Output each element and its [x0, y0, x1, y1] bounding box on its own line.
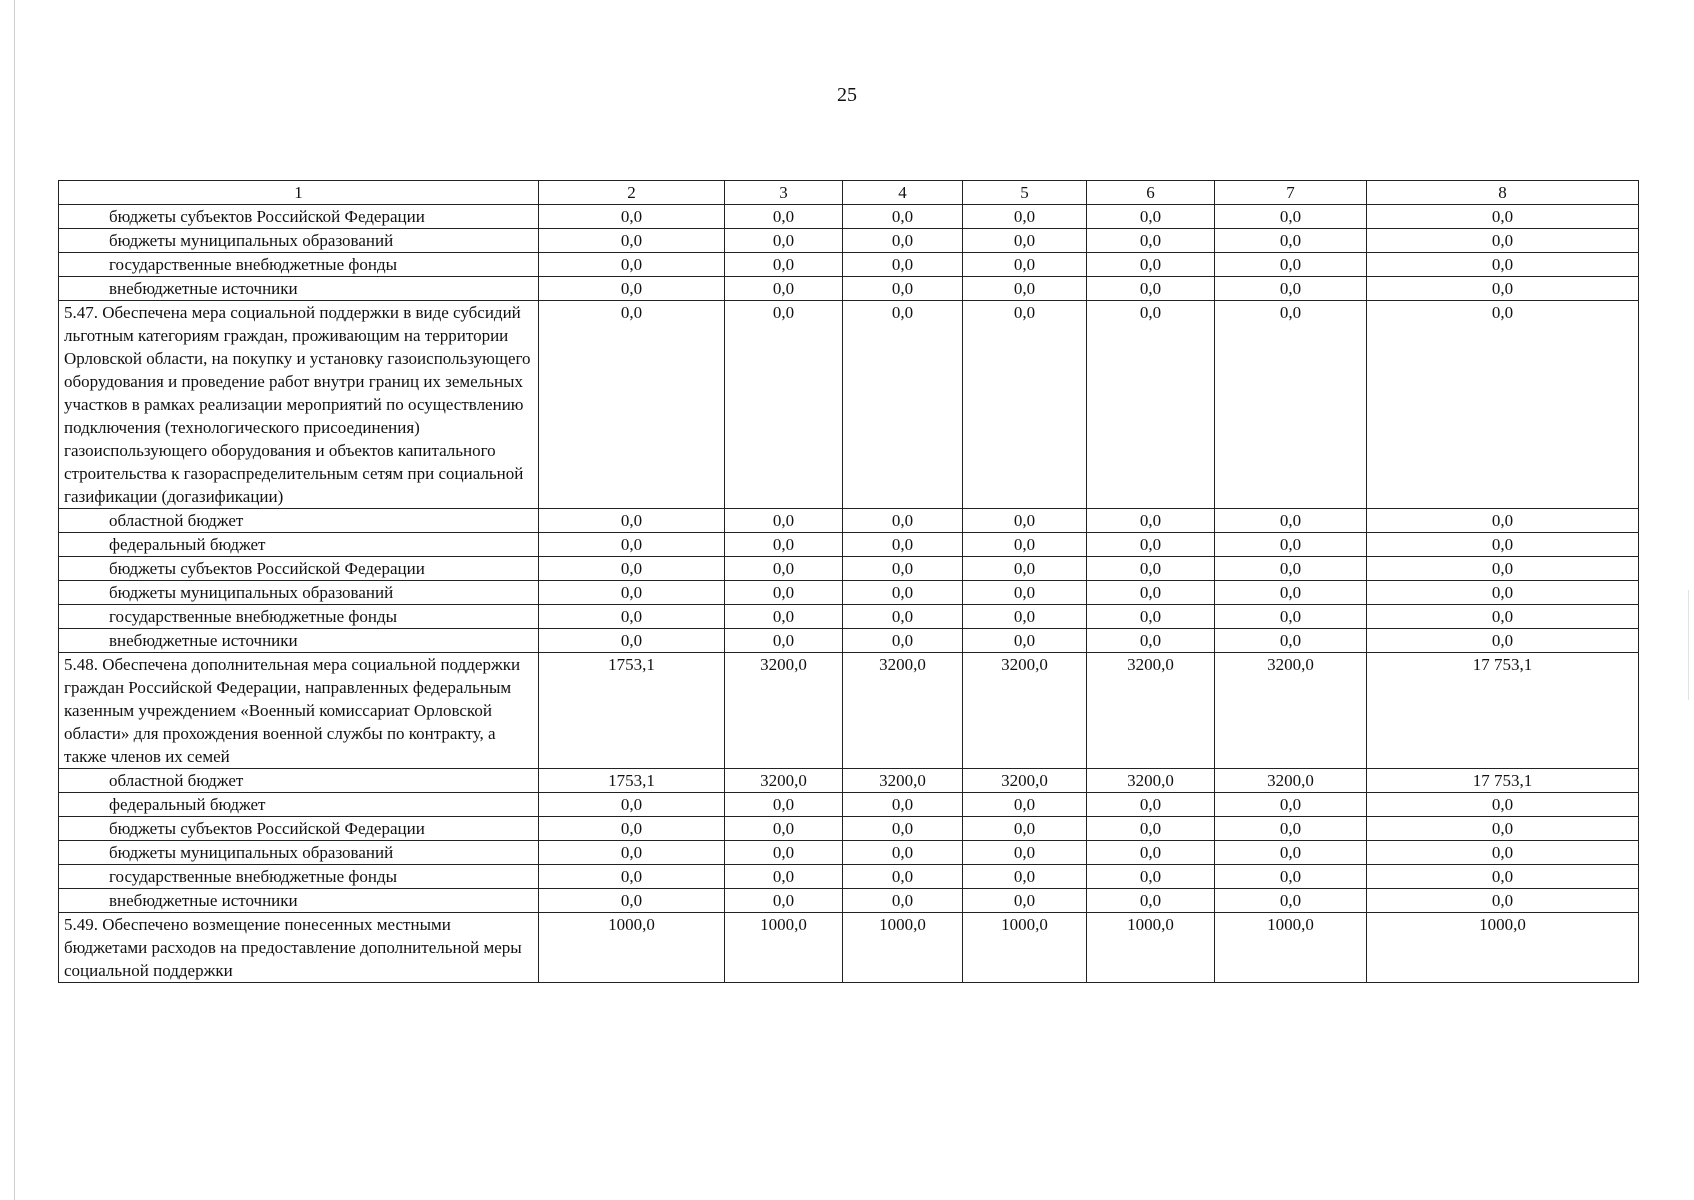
item-description: 5.49. Обеспечено возмещение понесенных местными бюджетами расходов на предоставление дополнительной меры социальной поддержки: [59, 913, 539, 983]
value-cell: 0,0: [1367, 793, 1639, 817]
value-cell: 1000,0: [725, 913, 843, 983]
value-cell: 1753,1: [539, 769, 725, 793]
table-row-item: [59, 913, 1639, 983]
funding-source-label: бюджеты муниципальных образований: [59, 581, 539, 605]
value-cell: 0,0: [843, 605, 963, 629]
value-cell: 0,0: [843, 817, 963, 841]
value-cell: 0,0: [1087, 581, 1215, 605]
value-cell: 0,0: [1367, 865, 1639, 889]
value-cell: 0,0: [1215, 817, 1367, 841]
funding-source-label: областной бюджет: [59, 509, 539, 533]
value-cell: 0,0: [539, 205, 725, 229]
value-cell: 17 753,1: [1367, 769, 1639, 793]
value-cell: 0,0: [843, 205, 963, 229]
table-row-source: [59, 277, 1639, 301]
value-cell: 0,0: [725, 889, 843, 913]
value-cell: 0,0: [1087, 533, 1215, 557]
value-cell: 0,0: [1215, 557, 1367, 581]
value-cell: 3200,0: [843, 653, 963, 769]
item-description: 5.48. Обеспечена дополнительная мера социальной поддержки граждан Российской Федерации, направленных федеральным казенным учреждением «Военный комиссариат Орловской области» для прохождения военной службы по контракту, а также членов их семей: [59, 653, 539, 769]
value-cell: 0,0: [963, 557, 1087, 581]
value-cell: 3200,0: [963, 769, 1087, 793]
value-cell: 3200,0: [725, 653, 843, 769]
table-row-source: [59, 533, 1639, 557]
value-cell: 0,0: [843, 277, 963, 301]
table-row-source: [59, 817, 1639, 841]
value-cell: 0,0: [725, 533, 843, 557]
funding-source-label: бюджеты муниципальных образований: [59, 229, 539, 253]
value-cell: 0,0: [843, 793, 963, 817]
header-cell: 8: [1367, 181, 1639, 205]
value-cell: 0,0: [725, 841, 843, 865]
value-cell: 3200,0: [1215, 769, 1367, 793]
value-cell: 0,0: [843, 533, 963, 557]
value-cell: 0,0: [725, 229, 843, 253]
funding-source-label: федеральный бюджет: [59, 533, 539, 557]
value-cell: 0,0: [1367, 253, 1639, 277]
table-row-item: [59, 653, 1639, 769]
value-cell: 3200,0: [725, 769, 843, 793]
value-cell: 0,0: [1215, 889, 1367, 913]
value-cell: 0,0: [725, 557, 843, 581]
value-cell: 0,0: [1087, 889, 1215, 913]
value-cell: 0,0: [963, 253, 1087, 277]
value-cell: 0,0: [539, 509, 725, 533]
value-cell: 0,0: [539, 557, 725, 581]
value-cell: 1000,0: [963, 913, 1087, 983]
funding-source-label: бюджеты муниципальных образований: [59, 841, 539, 865]
value-cell: 3200,0: [1087, 769, 1215, 793]
value-cell: 0,0: [843, 253, 963, 277]
table-row-source: [59, 889, 1639, 913]
value-cell: 0,0: [725, 253, 843, 277]
value-cell: 0,0: [1215, 581, 1367, 605]
value-cell: 0,0: [963, 889, 1087, 913]
value-cell: 0,0: [725, 277, 843, 301]
table-row-source: [59, 253, 1639, 277]
value-cell: 17 753,1: [1367, 653, 1639, 769]
value-cell: 0,0: [1087, 509, 1215, 533]
value-cell: 0,0: [539, 605, 725, 629]
value-cell: 0,0: [725, 865, 843, 889]
value-cell: 0,0: [539, 817, 725, 841]
header-cell: 5: [963, 181, 1087, 205]
funding-source-label: государственные внебюджетные фонды: [59, 253, 539, 277]
scan-right-edge: [1688, 590, 1689, 700]
table-row-source: [59, 793, 1639, 817]
value-cell: 0,0: [963, 817, 1087, 841]
value-cell: 0,0: [1087, 229, 1215, 253]
value-cell: 0,0: [1215, 605, 1367, 629]
value-cell: 0,0: [725, 817, 843, 841]
table-row-source: [59, 557, 1639, 581]
header-cell: 4: [843, 181, 963, 205]
header-row: [59, 181, 1639, 205]
table-row-source: [59, 629, 1639, 653]
funding-source-label: областной бюджет: [59, 769, 539, 793]
value-cell: 0,0: [1087, 277, 1215, 301]
value-cell: 0,0: [1215, 533, 1367, 557]
page-number: 25: [837, 84, 857, 106]
value-cell: 0,0: [539, 793, 725, 817]
value-cell: 0,0: [1087, 253, 1215, 277]
value-cell: 1000,0: [843, 913, 963, 983]
value-cell: 0,0: [963, 229, 1087, 253]
value-cell: 0,0: [1087, 865, 1215, 889]
value-cell: 0,0: [1367, 629, 1639, 653]
value-cell: 0,0: [1087, 629, 1215, 653]
value-cell: 0,0: [725, 581, 843, 605]
value-cell: 0,0: [963, 629, 1087, 653]
value-cell: 0,0: [963, 605, 1087, 629]
value-cell: 0,0: [1367, 581, 1639, 605]
value-cell: 0,0: [539, 533, 725, 557]
value-cell: 0,0: [725, 509, 843, 533]
table-row-source: [59, 509, 1639, 533]
value-cell: 0,0: [1215, 509, 1367, 533]
scan-left-edge: [14, 0, 15, 1200]
item-description: 5.47. Обеспечена мера социальной поддержки в виде субсидий льготным категориям граждан, проживающим на территории Орловской области, на покупку и установку газоиспользующего оборудования и проведение работ внутри границ их земельных участков в рамках реализации мероприятий по осуществлению подключения (технологического присоединения) газоиспользующего оборудования и объектов капитального строительства к газораспределительным сетям при социальной газификации (догазификации): [59, 301, 539, 509]
value-cell: 1000,0: [1087, 913, 1215, 983]
header-cell: 3: [725, 181, 843, 205]
value-cell: 0,0: [539, 301, 725, 509]
value-cell: 0,0: [1215, 793, 1367, 817]
funding-source-label: бюджеты субъектов Российской Федерации: [59, 205, 539, 229]
value-cell: 0,0: [539, 581, 725, 605]
value-cell: 3200,0: [1087, 653, 1215, 769]
value-cell: 0,0: [843, 229, 963, 253]
value-cell: 0,0: [843, 581, 963, 605]
value-cell: 0,0: [725, 793, 843, 817]
table-row-source: [59, 841, 1639, 865]
table-row-source: [59, 581, 1639, 605]
value-cell: 0,0: [843, 557, 963, 581]
value-cell: 0,0: [1367, 889, 1639, 913]
header-cell: 2: [539, 181, 725, 205]
value-cell: 0,0: [963, 533, 1087, 557]
value-cell: 0,0: [1367, 229, 1639, 253]
value-cell: 0,0: [1367, 205, 1639, 229]
value-cell: 0,0: [963, 793, 1087, 817]
value-cell: 0,0: [843, 301, 963, 509]
value-cell: 0,0: [963, 301, 1087, 509]
funding-source-label: внебюджетные источники: [59, 277, 539, 301]
table-row-source: [59, 865, 1639, 889]
value-cell: 1000,0: [1215, 913, 1367, 983]
value-cell: 0,0: [1087, 841, 1215, 865]
value-cell: 0,0: [1367, 841, 1639, 865]
value-cell: 3200,0: [843, 769, 963, 793]
value-cell: 0,0: [1367, 509, 1639, 533]
value-cell: 0,0: [725, 301, 843, 509]
value-cell: 0,0: [725, 205, 843, 229]
value-cell: 0,0: [1215, 205, 1367, 229]
value-cell: 0,0: [725, 629, 843, 653]
value-cell: 0,0: [843, 865, 963, 889]
table-row-source: [59, 605, 1639, 629]
value-cell: 0,0: [1087, 605, 1215, 629]
value-cell: 0,0: [843, 889, 963, 913]
value-cell: 0,0: [843, 629, 963, 653]
value-cell: 0,0: [1367, 533, 1639, 557]
value-cell: 0,0: [1215, 629, 1367, 653]
value-cell: 0,0: [963, 509, 1087, 533]
funding-source-label: федеральный бюджет: [59, 793, 539, 817]
value-cell: 0,0: [1215, 301, 1367, 509]
table-body: [59, 181, 1639, 983]
value-cell: 3200,0: [1215, 653, 1367, 769]
value-cell: 1753,1: [539, 653, 725, 769]
funding-source-label: внебюджетные источники: [59, 889, 539, 913]
table-row-item: [59, 301, 1639, 509]
funding-source-label: государственные внебюджетные фонды: [59, 605, 539, 629]
funding-source-label: внебюджетные источники: [59, 629, 539, 653]
value-cell: 0,0: [1367, 605, 1639, 629]
header-cell: 7: [1215, 181, 1367, 205]
value-cell: 0,0: [963, 581, 1087, 605]
budget-table: [58, 180, 1639, 983]
value-cell: 0,0: [843, 509, 963, 533]
value-cell: 0,0: [1215, 277, 1367, 301]
value-cell: 0,0: [1087, 205, 1215, 229]
value-cell: 0,0: [1087, 817, 1215, 841]
value-cell: 0,0: [539, 865, 725, 889]
funding-source-label: государственные внебюджетные фонды: [59, 865, 539, 889]
value-cell: 0,0: [963, 865, 1087, 889]
value-cell: 0,0: [1367, 301, 1639, 509]
value-cell: 0,0: [1087, 301, 1215, 509]
value-cell: 3200,0: [963, 653, 1087, 769]
table-row-source: [59, 229, 1639, 253]
value-cell: 0,0: [1367, 817, 1639, 841]
value-cell: 0,0: [1087, 557, 1215, 581]
value-cell: 0,0: [539, 229, 725, 253]
header-cell: 1: [59, 181, 539, 205]
funding-source-label: бюджеты субъектов Российской Федерации: [59, 557, 539, 581]
value-cell: 0,0: [1367, 557, 1639, 581]
value-cell: 0,0: [843, 841, 963, 865]
header-cell: 6: [1087, 181, 1215, 205]
value-cell: 0,0: [1087, 793, 1215, 817]
value-cell: 0,0: [963, 277, 1087, 301]
table-row-source: [59, 769, 1639, 793]
value-cell: 1000,0: [1367, 913, 1639, 983]
value-cell: 0,0: [1215, 865, 1367, 889]
value-cell: 0,0: [539, 889, 725, 913]
value-cell: 0,0: [1215, 229, 1367, 253]
funding-source-label: бюджеты субъектов Российской Федерации: [59, 817, 539, 841]
value-cell: 1000,0: [539, 913, 725, 983]
value-cell: 0,0: [725, 605, 843, 629]
value-cell: 0,0: [963, 205, 1087, 229]
table-row-source: [59, 205, 1639, 229]
value-cell: 0,0: [1215, 253, 1367, 277]
value-cell: 0,0: [1367, 277, 1639, 301]
value-cell: 0,0: [963, 841, 1087, 865]
value-cell: 0,0: [1215, 841, 1367, 865]
value-cell: 0,0: [539, 253, 725, 277]
value-cell: 0,0: [539, 841, 725, 865]
value-cell: 0,0: [539, 629, 725, 653]
value-cell: 0,0: [539, 277, 725, 301]
